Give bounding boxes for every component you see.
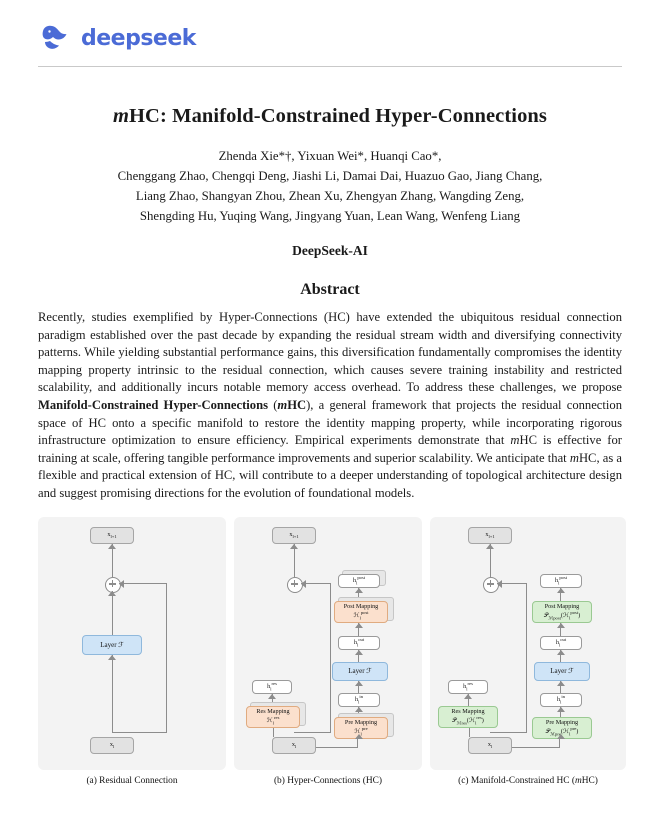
edge-input-to-premap-h xyxy=(512,747,560,748)
edge-skip-right xyxy=(166,583,167,733)
pre-mapping-node: Pre Mapping ℋ$_l^{pre}$ xyxy=(334,717,388,739)
arrow-skip-into-sum xyxy=(119,580,124,588)
figure-panel-c xyxy=(430,517,626,770)
author-line: Zhenda Xie*†, Yixuan Wei*, Huanqi Cao*, xyxy=(218,149,442,163)
arrow-premap-to-inhidden xyxy=(557,707,565,712)
arrow-postmap-to-posthidden xyxy=(557,588,565,593)
layer-node: Layer ℱ xyxy=(534,662,590,681)
arrow-resmap-to-reshidden xyxy=(268,694,276,699)
edge-skip-bottom xyxy=(112,732,167,733)
output-node: $x_{l+1}$ xyxy=(468,527,512,544)
arrow-inhidden-to-layer xyxy=(355,681,363,686)
arrow-outhidden-to-postmap xyxy=(557,623,565,628)
edge-input-to-premap-v xyxy=(559,739,560,748)
res-mapping-node: Res Mapping ℋ$_l^{res}$ xyxy=(246,706,300,728)
arrow-resmap-to-reshidden xyxy=(464,694,472,699)
arrow-plus-to-output xyxy=(290,544,298,549)
res-hidden-node: $h_l^{res}$ xyxy=(252,680,292,694)
edge-skip-right xyxy=(330,583,331,733)
arrow-input-to-premap xyxy=(355,734,363,739)
arrow-skip-into-sum xyxy=(497,580,502,588)
arrow-plus-to-output xyxy=(108,544,116,549)
header-divider xyxy=(38,66,622,67)
page-title xyxy=(38,105,622,128)
abstract-fragment: m xyxy=(510,433,520,448)
layer-node: Layer ℱ xyxy=(332,662,388,681)
out-hidden-node: $h_l^{out}$ xyxy=(338,636,380,650)
figure-caption-b: (b) Hyper-Connections (HC) xyxy=(273,775,383,786)
edge-skip-bottom xyxy=(294,732,331,733)
edge-input-to-premap-v xyxy=(357,739,358,748)
post-hidden-node: $h_l^{post}$ xyxy=(338,574,380,588)
figure-panel-a xyxy=(38,517,226,770)
edge-input-to-resmap xyxy=(469,728,470,737)
abstract-fragment: ), a general framework that projects the residual connection space of HC onto a specific manifold to restore the identity mapping property, while incorporating rigorous infrastructure optimization to ensure efficiency. Empirical experiments demonstrate that xyxy=(38,397,622,448)
input-node: $x_l$ xyxy=(272,737,316,754)
abstract-heading: Abstract xyxy=(300,281,360,298)
input-node: $x_l$ xyxy=(90,737,134,754)
brand-name: deepseek xyxy=(81,25,196,51)
pre-mapping-node: Pre Mapping 𝒫$_{ℳpre}$(ℋ$_l^{pre}$) xyxy=(532,717,592,739)
figure-caption-c: (c) Manifold-Constrained HC (mHC) xyxy=(458,775,598,786)
author-list xyxy=(38,146,622,226)
abstract-text xyxy=(38,309,622,503)
author-line: Shengding Hu, Yuqing Wang, Jingyang Yuan, Lean Wang, Wenfeng Liang xyxy=(139,209,521,223)
arrow-layer-to-outhidden xyxy=(355,650,363,655)
edge-layer-to-sum xyxy=(112,591,113,635)
edge-skip-right xyxy=(526,583,527,733)
figure-panel-a-wrapper xyxy=(38,517,226,786)
arrow-skip-into-sum xyxy=(301,580,306,588)
arrow-input-to-layer xyxy=(108,655,116,660)
arrow-layer-to-sum xyxy=(108,591,116,596)
post-mapping-node: Post Mapping 𝒫$_{ℳpost}$(ℋ$_l^{post}$) xyxy=(532,601,592,623)
in-hidden-node: $h_l^{in}$ xyxy=(338,693,380,707)
title-italic-prefix: m xyxy=(112,105,130,127)
arrow-premap-to-inhidden xyxy=(355,707,363,712)
post-mapping-node: Post Mapping ℋ$_l^{post}$ xyxy=(334,601,388,623)
figure-panel-b xyxy=(234,517,422,770)
arrow-plus-to-output xyxy=(486,544,494,549)
edge-skip-bottom xyxy=(490,732,527,733)
arrow-outhidden-to-postmap xyxy=(355,623,363,628)
abstract-fragment: HC xyxy=(287,397,307,412)
title-main: HC: Manifold-Constrained Hyper-Connections xyxy=(129,105,548,127)
author-line: Liang Zhao, Shangyan Zhou, Zhean Xu, Zhengyan Zhang, Wangding Zeng, xyxy=(135,189,525,203)
figure-panel-c-wrapper xyxy=(430,517,626,786)
output-node: $x_{l+1}$ xyxy=(272,527,316,544)
figure-caption-a: (a) Residual Connection xyxy=(86,775,178,786)
abstract-fragment: ( xyxy=(268,397,278,412)
abstract-fragment: m xyxy=(569,450,579,465)
deepseek-whale-logo xyxy=(40,23,72,53)
layer-node: Layer ℱ xyxy=(82,635,142,655)
abstract-fragment: HC, as a flexible and practical extension of HC, will contribute to a deeper understanding of topological architecture design and suggest promising directions for the evolution of foundational models. xyxy=(38,450,622,500)
res-hidden-node: $h_l^{res}$ xyxy=(448,680,488,694)
in-hidden-node: $h_l^{in}$ xyxy=(540,693,582,707)
edge-input-to-resmap xyxy=(273,728,274,737)
output-node: $x_{l+1}$ xyxy=(90,527,134,544)
arrow-layer-to-outhidden xyxy=(557,650,565,655)
abstract-fragment: HC is effective for training at scale, offering tangible performance improvements and superior scalability. We anticipate that xyxy=(38,433,622,465)
input-node: $x_l$ xyxy=(468,737,512,754)
caption-italic: m xyxy=(574,775,582,786)
edge-input-to-premap-h xyxy=(316,747,358,748)
abstract-fragment: Recently, studies exemplified by Hyper-Connections (HC) have extended the ubiquitous residual connection paradigm established over the past decade by expanding the residual stream width and diversifying connectivity patterns. While yielding substantial performance gains, this diversification fundamentally compromises the identity mapping property intrinsic to the residual connection, which causes severe training instability and restricted scalability, and additionally incurs notable memory access overhead. To address these challenges, we propose xyxy=(38,310,622,395)
arrow-postmap-to-posthidden xyxy=(355,588,363,593)
abstract-fragment: Manifold-Constrained Hyper-Connections xyxy=(38,397,269,412)
author-line: Chenggang Zhao, Chengqi Deng, Jiashi Li, Damai Dai, Huazuo Gao, Jiang Chang, xyxy=(117,169,543,183)
affiliation: DeepSeek-AI xyxy=(292,243,368,258)
res-mapping-node: Res Mapping 𝒫$_{ℳres}$(ℋ$_l^{res}$) xyxy=(438,706,498,728)
brand-header xyxy=(38,18,622,58)
logo-svg xyxy=(40,23,72,53)
arrow-input-to-premap xyxy=(557,734,565,739)
post-hidden-node: $h_l^{post}$ xyxy=(540,574,582,588)
abstract-fragment: m xyxy=(277,397,288,412)
edge-input-to-layer xyxy=(112,655,113,733)
out-hidden-node: $h_l^{out}$ xyxy=(540,636,582,650)
figure-panel-b-wrapper xyxy=(234,517,422,786)
arrow-inhidden-to-layer xyxy=(557,681,565,686)
figure-row xyxy=(38,517,622,786)
edge-skip-top xyxy=(119,583,167,584)
